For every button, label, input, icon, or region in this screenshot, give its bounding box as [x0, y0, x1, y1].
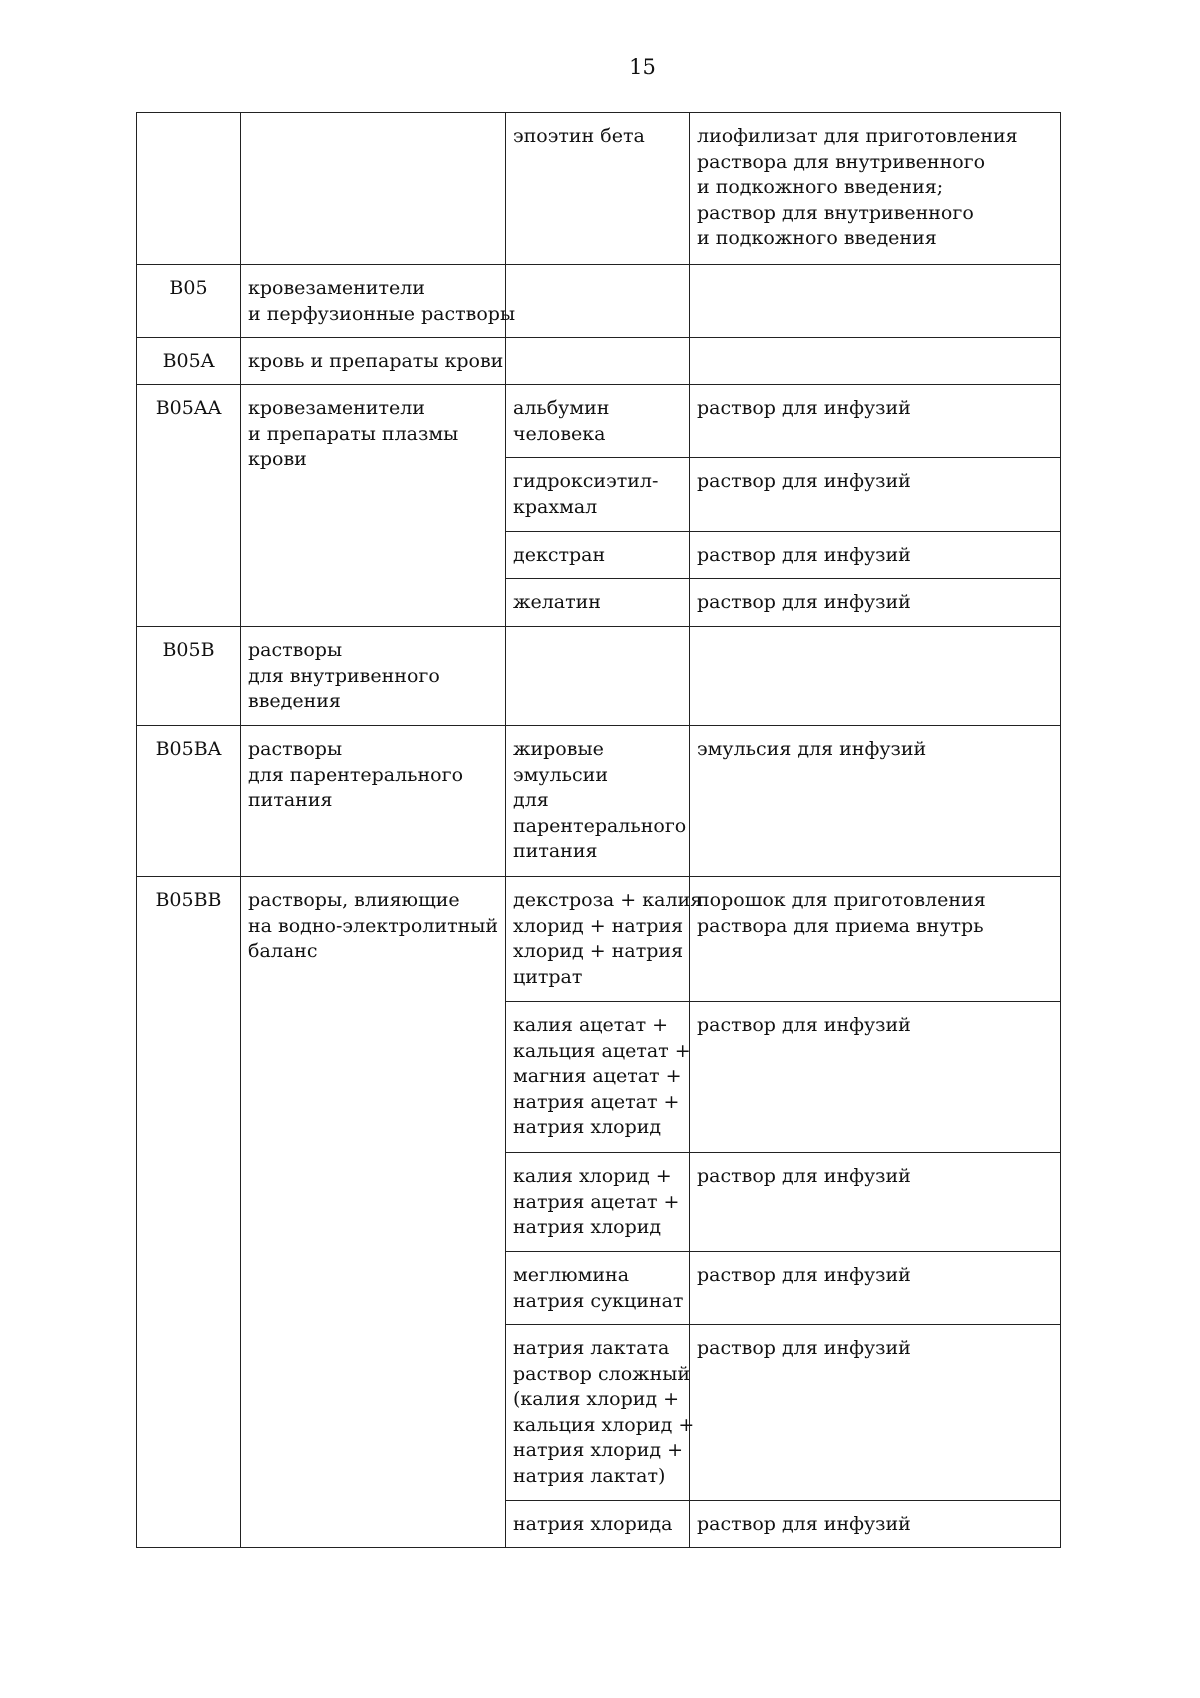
atc-code-cell: B05BA	[137, 726, 241, 877]
drug-cell	[506, 338, 690, 385]
drug-table	[136, 112, 1061, 1548]
dosage-form-cell	[690, 627, 1061, 726]
dosage-form-cell: раствор для инфузий	[690, 532, 1061, 579]
atc-code-cell: B05B	[137, 627, 241, 726]
drug-cell	[506, 627, 690, 726]
dosage-form-cell: эмульсия для инфузий	[690, 726, 1061, 877]
page-number: 15	[629, 55, 656, 79]
table-row	[137, 265, 1061, 338]
drug-cell: жировые эмульсии для парентерального питания	[506, 726, 690, 877]
dosage-form-cell: раствор для инфузий	[690, 1252, 1061, 1325]
drug-cell	[506, 265, 690, 338]
drug-cell: калия ацетат + кальция ацетат + магния ацетат + натрия ацетат + натрия хлорид	[506, 1002, 690, 1153]
atc-code-cell: B05	[137, 265, 241, 338]
group-cell: кровь и препараты крови	[241, 338, 506, 385]
drug-cell: натрия лактата раствор сложный (калия хлорид + кальция хлорид + натрия хлорид + натрия лактат)	[506, 1325, 690, 1501]
group-cell: растворы для парентерального питания	[241, 726, 506, 877]
dosage-form-cell: раствор для инфузий	[690, 1501, 1061, 1548]
dosage-form-cell: раствор для инфузий	[690, 385, 1061, 458]
group-cell: растворы для внутривенного введения	[241, 627, 506, 726]
table-row	[137, 726, 1061, 877]
drug-cell: меглюмина натрия сукцинат	[506, 1252, 690, 1325]
drug-cell: декстроза + калия хлорид + натрия хлорид + натрия цитрат	[506, 877, 690, 1002]
drug-cell: альбумин человека	[506, 385, 690, 458]
table-row	[137, 627, 1061, 726]
dosage-form-cell: раствор для инфузий	[690, 1153, 1061, 1252]
table-row	[137, 385, 1061, 458]
drug-cell: натрия хлорида	[506, 1501, 690, 1548]
table-row	[137, 338, 1061, 385]
dosage-form-cell: раствор для инфузий	[690, 458, 1061, 532]
dosage-form-cell: раствор для инфузий	[690, 1325, 1061, 1501]
group-cell	[241, 113, 506, 265]
dosage-form-cell: лиофилизат для приготовления раствора для внутривенного и подкожного введения; раствор для внутривенного и подкожного введения	[690, 113, 1061, 265]
drug-cell: калия хлорид + натрия ацетат + натрия хлорид	[506, 1153, 690, 1252]
table-row	[137, 113, 1061, 265]
table-row	[137, 877, 1061, 1002]
drug-cell: гидроксиэтил- крахмал	[506, 458, 690, 532]
atc-code-cell: B05BB	[137, 877, 241, 1548]
atc-code-cell: B05A	[137, 338, 241, 385]
drug-cell: эпоэтин бета	[506, 113, 690, 265]
atc-code-cell: B05AA	[137, 385, 241, 627]
drug-cell: декстран	[506, 532, 690, 579]
dosage-form-cell	[690, 265, 1061, 338]
atc-code-cell	[137, 113, 241, 265]
group-cell: растворы, влияющие на водно-электролитный баланс	[241, 877, 506, 1548]
dosage-form-cell: раствор для инфузий	[690, 1002, 1061, 1153]
dosage-form-cell	[690, 338, 1061, 385]
group-cell: кровезаменители и перфузионные растворы	[241, 265, 506, 338]
dosage-form-cell: порошок для приготовления раствора для приема внутрь	[690, 877, 1061, 1002]
dosage-form-cell: раствор для инфузий	[690, 579, 1061, 627]
group-cell: кровезаменители и препараты плазмы крови	[241, 385, 506, 627]
drug-cell: желатин	[506, 579, 690, 627]
